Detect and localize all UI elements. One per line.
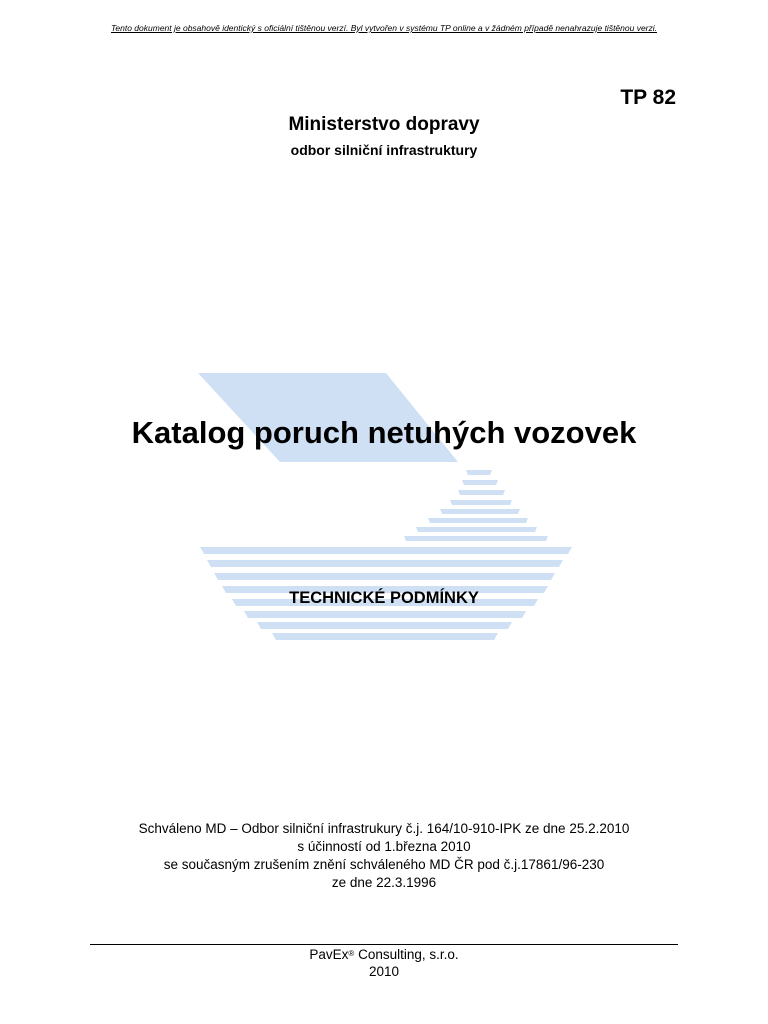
approval-line: Schváleno MD – Odbor silniční infrastrukury č.j. 164/10-910-IPK ze dne 25.2.2010 — [138, 821, 630, 836]
registered-mark: ® — [348, 949, 355, 958]
logo-stripe — [462, 480, 498, 485]
approval-line: se současným zrušením znění schváleného MD ČR pod č.j.17861/96-230 — [163, 857, 605, 872]
approval-line: s účinností od 1.března 2010 — [297, 839, 471, 854]
logo-stripe — [200, 547, 572, 554]
footer-divider — [90, 944, 678, 945]
logo-stripe — [257, 622, 512, 629]
ministry-name: Ministerstvo dopravy — [288, 114, 480, 135]
logo-stripe — [440, 509, 520, 514]
document-subtitle: TECHNICKÉ PODMÍNKY — [289, 589, 479, 607]
publisher-name: PavEx — [309, 947, 349, 962]
disclaimer-notice: Tento dokument je obsahově identický s oficiální tištěnou verzí. Byl vytvořen v systému TP online a v žádném případě nenahrazuje tištěnou verzi. — [110, 23, 658, 33]
logo-stripe — [458, 490, 505, 495]
logo-stripe — [207, 560, 563, 567]
document-code: TP 82 — [620, 86, 676, 109]
publisher-line — [0, 946, 768, 963]
publisher-suffix: Consulting, s.r.o. — [354, 947, 459, 962]
logo-stripe — [214, 573, 555, 580]
logo-stripe — [450, 500, 512, 505]
department-name: odbor silniční infrastruktury — [290, 142, 478, 158]
document-title: Katalog poruch netuhých vozovek — [131, 415, 637, 450]
approval-block — [0, 820, 768, 892]
publication-year: 2010 — [368, 964, 400, 979]
logo-stripe — [404, 536, 548, 541]
logo-stripe — [428, 518, 528, 523]
logo-stripe — [244, 611, 526, 618]
logo-stripe — [416, 527, 537, 532]
logo-stripe — [466, 470, 492, 475]
footer — [0, 946, 768, 980]
logo-stripe — [272, 633, 498, 640]
approval-line: ze dne 22.3.1996 — [331, 875, 437, 890]
